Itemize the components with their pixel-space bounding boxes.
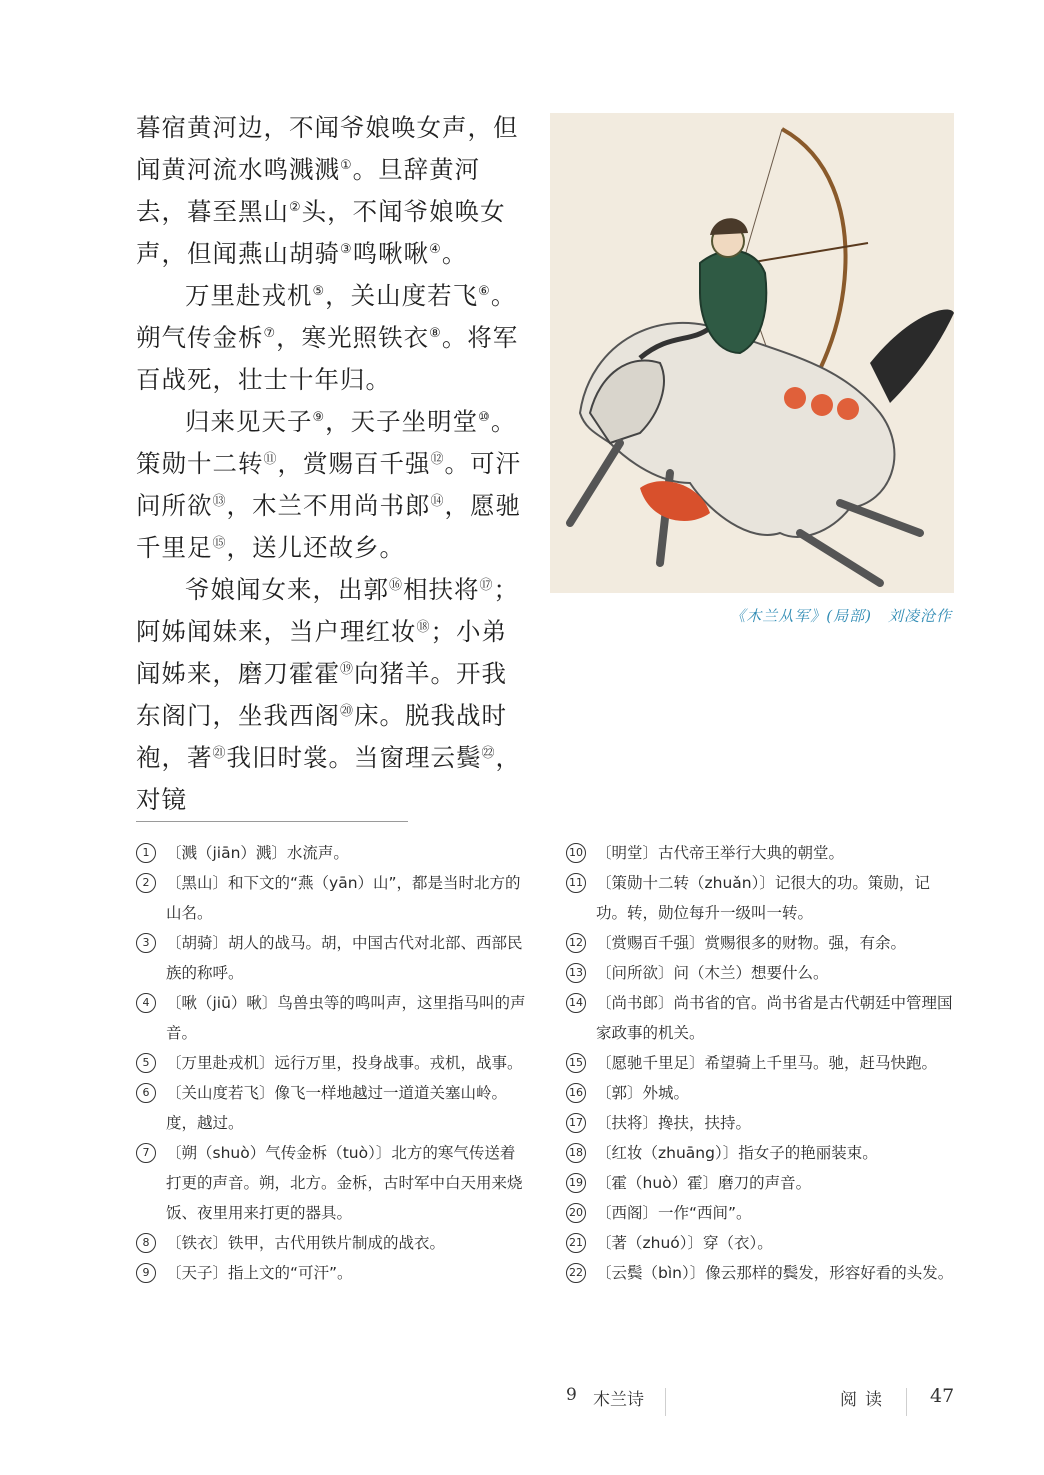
poem-text-segment: 。可汗问所欲 (136, 449, 522, 520)
footnote-text: 〔朔（shuò）气传金柝（tuò）〕北方的寒气传送着打更的声音。朔，北方。金柝，古时军中白天用来烧饭、夜里用来打更的器具。 (166, 1144, 523, 1222)
footnotes-right-column (566, 838, 958, 1288)
footnote-text: 〔啾（jiū）啾〕鸟兽虫等的鸣叫声，这里指马叫的声音。 (166, 994, 526, 1042)
footnote-text: 〔郭〕外城。 (596, 1084, 690, 1102)
footnote-number: 20 (566, 1203, 586, 1223)
poem-paragraph (136, 107, 524, 275)
footnote-marker: ③ (340, 242, 353, 257)
footnote-item (566, 1078, 958, 1108)
footnote-marker: ① (340, 158, 353, 173)
footnote-marker: ⑭ (430, 494, 445, 509)
footnote-item (136, 1228, 528, 1258)
poem-text-segment: ，愿驰千里足 (136, 491, 522, 562)
footnote-item (566, 1108, 958, 1138)
footnote-marker: ⑲ (340, 662, 355, 677)
footnote-number: 3 (136, 933, 156, 953)
footnote-number: 1 (136, 843, 156, 863)
footer-separator (906, 1388, 907, 1416)
footnote-item (566, 868, 958, 928)
footnote-text: 〔溅（jiān）溅〕水流声。 (166, 844, 349, 862)
footnote-marker: ⑱ (416, 620, 431, 635)
footnote-number: 13 (566, 963, 586, 983)
footnote-item (136, 1258, 528, 1288)
footnote-item (566, 928, 958, 958)
poem-text-segment: 相扶将 (403, 575, 480, 604)
footnote-text: 〔赏赐百千强〕赏赐很多的财物。强，有余。 (596, 934, 907, 952)
footnote-text: 〔著（zhuó）〕穿（衣）。 (596, 1234, 773, 1252)
footnote-marker: ⑦ (263, 326, 277, 341)
footnote-number: 7 (136, 1143, 156, 1163)
footnote-number: 15 (566, 1053, 586, 1073)
footnote-marker: ④ (429, 242, 442, 257)
lesson-number: 9 (566, 1385, 577, 1405)
poem-text-segment: ，天子坐明堂 (325, 407, 479, 436)
footnote-marker: ⑪ (263, 452, 278, 467)
poem-text-segment: 万里赴戎机 (185, 281, 313, 310)
footnote-number: 8 (136, 1233, 156, 1253)
footnote-number: 9 (136, 1263, 156, 1283)
poem-paragraph (136, 569, 524, 821)
footnote-text: 〔红妆（zhuāng）〕指女子的艳丽装束。 (596, 1144, 878, 1162)
footnote-text: 〔关山度若飞〕像飞一样地越过一道道关塞山岭。度，越过。 (166, 1084, 508, 1132)
footnote-item (136, 868, 528, 928)
footnote-marker: ⑬ (212, 494, 227, 509)
footnote-item (566, 958, 958, 988)
poem-text (136, 107, 524, 821)
footnotes-left-column (136, 838, 528, 1288)
footnote-text: 〔万里赴戎机〕远行万里，投身战事。戎机，战事。 (166, 1054, 523, 1072)
footnote-number: 2 (136, 873, 156, 893)
footnote-text: 〔尚书郎〕尚书省的官。尚书省是古代朝廷中管理国家政事的机关。 (596, 994, 953, 1042)
footnote-number: 17 (566, 1113, 586, 1133)
footnote-text: 〔铁衣〕铁甲，古代用铁片制成的战衣。 (166, 1234, 446, 1252)
poem-text-segment: 头，不闻爷娘唤女声，但闻燕山胡骑 (136, 197, 506, 268)
section-label: 阅读 (840, 1390, 890, 1410)
footnote-text: 〔云鬓（bìn）〕像云那样的鬓发，形容好看的头发。 (596, 1264, 954, 1282)
poem-paragraph (136, 401, 524, 569)
poem-text-segment: ，送儿还故乡。 (226, 533, 406, 562)
footnote-text: 〔愿驰千里足〕希望骑上千里马。驰，赶马快跑。 (596, 1054, 938, 1072)
footnote-marker: ⑧ (429, 326, 442, 341)
painting-caption: 《木兰从军》(局部) 刘凌沧作 (730, 607, 952, 625)
footnote-number: 11 (566, 873, 586, 893)
footnote-item (136, 928, 528, 988)
poem-text-segment: 爷娘闻女来，出郭 (185, 575, 389, 604)
footnote-number: 14 (566, 993, 586, 1013)
footnote-text: 〔黑山〕和下文的“燕（yān）山”，都是当时北方的山名。 (166, 874, 521, 922)
footnote-marker: ② (289, 200, 302, 215)
footnote-item (566, 1198, 958, 1228)
footnote-marker: ⑮ (212, 536, 227, 551)
poem-text-segment: ；小弟闻姊来，磨刀霍霍 (136, 617, 508, 688)
footnote-item (566, 1168, 958, 1198)
poem-text-segment: 床。脱我战时袍，著 (136, 701, 508, 772)
footnote-number: 21 (566, 1233, 586, 1253)
poem-paragraph (136, 275, 524, 401)
poem-text-segment: 暮宿黄河边，不闻爷娘唤女声，但闻黄河流水鸣溅溅 (136, 113, 519, 184)
footnote-number: 5 (136, 1053, 156, 1073)
mulan-painting (550, 113, 954, 593)
poem-text-segment: 。旦辞黄河去，暮至黑山 (136, 155, 481, 226)
poem-text-segment: ，对镜 (136, 743, 522, 814)
footnote-text: 〔胡骑〕胡人的战马。胡，中国古代对北部、西部民族的称呼。 (166, 934, 523, 982)
footnote-marker: ⑳ (340, 704, 355, 719)
poem-text-segment: 归来见天子 (185, 407, 313, 436)
footnote-item (136, 838, 528, 868)
poem-text-segment: 。将军百战死，壮士十年归。 (136, 323, 519, 394)
poem-text-segment: 鸣啾啾 (352, 239, 430, 268)
footnote-number: 4 (136, 993, 156, 1013)
poem-text-segment: 我旧时裳。当窗理云鬓 (226, 743, 482, 772)
footnote-item (136, 1078, 528, 1138)
footnote-number: 18 (566, 1143, 586, 1163)
footer-separator (665, 1388, 666, 1416)
poem-text-segment: ，木兰不用尚书郎 (226, 491, 431, 520)
footnote-number: 12 (566, 933, 586, 953)
footnote-number: 19 (566, 1173, 586, 1193)
footnote-divider (136, 821, 408, 822)
footnote-marker: ⑨ (312, 410, 326, 425)
footnote-marker: ⑥ (478, 284, 491, 299)
footnote-item (566, 1228, 958, 1258)
lesson-title: 木兰诗 (593, 1390, 644, 1410)
footnote-text: 〔天子〕指上文的“可汗”。 (166, 1264, 353, 1282)
footnote-item (136, 1048, 528, 1078)
poem-text-segment: 。 (441, 239, 468, 268)
footnote-text: 〔策勋十二转（zhuǎn）〕记很大的功。策勋，记功。转，勋位每升一级叫一转。 (596, 874, 930, 922)
footnote-marker: ⑩ (478, 410, 491, 425)
footnote-number: 10 (566, 843, 586, 863)
poem-text-segment: 。策勋十二转 (136, 407, 517, 478)
footnote-text: 〔明堂〕古代帝王举行大典的朝堂。 (596, 844, 845, 862)
footnote-item (136, 988, 528, 1048)
footnote-item (566, 988, 958, 1048)
poem-text-segment: ，寒光照铁衣 (276, 323, 430, 352)
footnote-marker: ⑫ (430, 452, 445, 467)
footnote-number: 6 (136, 1083, 156, 1103)
footnote-item (566, 1258, 958, 1288)
footnote-marker: ⑯ (389, 578, 404, 593)
footnote-number: 16 (566, 1083, 586, 1103)
poem-text-segment: ，赏赐百千强 (277, 449, 431, 478)
footnote-marker: ⑤ (312, 284, 326, 299)
footnote-text: 〔问所欲〕问（木兰）想要什么。 (596, 964, 829, 982)
footnote-item (566, 1048, 958, 1078)
poem-text-segment: 向猪羊。开我东阁门，坐我西阁 (136, 659, 508, 730)
footnote-text: 〔扶将〕搀扶，扶持。 (596, 1114, 752, 1132)
footnote-text: 〔西阁〕一作“西间”。 (596, 1204, 752, 1222)
footnote-number: 22 (566, 1263, 586, 1283)
footnote-marker: ㉒ (481, 746, 496, 761)
footnote-marker: ㉑ (212, 746, 227, 761)
footnote-marker: ⑰ (479, 578, 494, 593)
footnote-text: 〔霍（huò）霍〕磨刀的声音。 (596, 1174, 812, 1192)
footnote-item (566, 838, 958, 868)
footnote-item (566, 1138, 958, 1168)
poem-text-segment: 。朔气传金柝 (136, 281, 517, 352)
footnote-item (136, 1138, 528, 1228)
poem-text-segment: ，关山度若飞 (325, 281, 479, 310)
poem-text-segment: ；阿姊闻妹来，当户理红妆 (136, 575, 520, 646)
page-number: 47 (930, 1385, 955, 1407)
